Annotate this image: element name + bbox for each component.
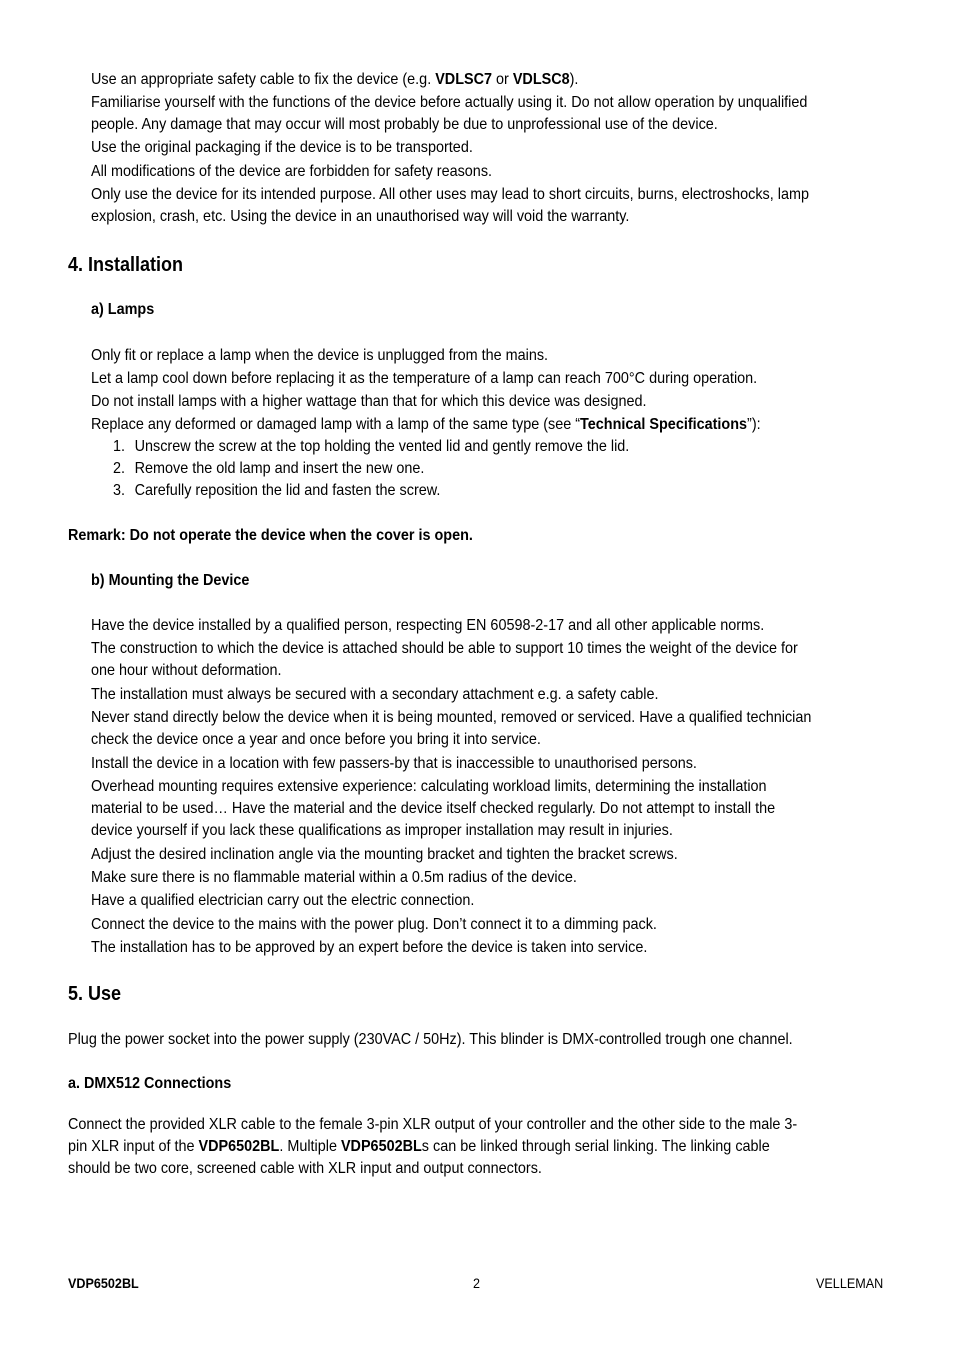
intro-p2-line1: Familiarise yourself with the functions of the device before actually using it. Do not allow operation by unqualified xyxy=(91,94,808,111)
mounting-line: Make sure there is no flammable material within a 0.5m radius of the device. xyxy=(91,869,577,886)
dmx-line3: should be two core, screened cable with XLR input and output connectors. xyxy=(68,1160,542,1177)
mounting-line: Connect the device to the mains with the power plug. Don’t connect it to a dimming pack. xyxy=(91,916,657,933)
intro-p5-line1: Only use the device for its intended purpose. All other uses may lead to short circuits, burns, electroshocks, lamp xyxy=(91,186,809,203)
use-p1 xyxy=(68,1029,873,1051)
lamps-p1: Only fit or replace a lamp when the device is unplugged from the mains. xyxy=(91,347,549,364)
intro-p3: Use the original packaging if the device is to be transported. xyxy=(91,139,473,156)
mounting-line: The installation must always be secured with a secondary attachment e.g. a safety cable. xyxy=(91,686,659,703)
use-p1-text: Plug the power socket into the power supply (230VAC / 50Hz). This blinder is DMX-controlled trough one channel. xyxy=(68,1031,793,1048)
mounting-line: device yourself if you lack these qualifications as improper installation may result in injuries. xyxy=(91,822,673,839)
intro-p4: All modifications of the device are forbidden for safety reasons. xyxy=(91,163,493,180)
mounting-line: material to be used… Have the material and the device itself checked regularly. Do not attempt to install the xyxy=(91,800,776,817)
mounting-line: one hour without deformation. xyxy=(91,662,282,679)
intro-p1: Use an appropriate safety cable to fix the device (e.g. VDLSC7 or VDLSC8). xyxy=(91,71,579,88)
list-item: 1. Unscrew the screw at the top holding the vented lid and gently remove the lid. xyxy=(113,438,630,455)
lamps-p4: Replace any deformed or damaged lamp with a lamp of the same type (see “Technical Specifications”): xyxy=(91,416,761,433)
dmx-line1: Connect the provided XLR cable to the female 3-pin XLR output of your controller and the other side to the male 3- xyxy=(68,1116,798,1133)
mounting-line: Overhead mounting requires extensive experience: calculating workload limits, determining the installation xyxy=(91,778,767,795)
subsection-heading-lamps: a) Lamps xyxy=(91,301,155,318)
intro-block xyxy=(91,69,891,228)
section-heading-use: 5. Use xyxy=(68,983,122,1005)
list-item: 2. Remove the old lamp and insert the new one. xyxy=(113,460,425,477)
lamps-p3: Do not install lamps with a higher wattage than that for which this device was designed. xyxy=(91,393,647,410)
footer-page-number: 2 xyxy=(473,1275,481,1291)
mounting-line: Install the device in a location with few passers-by that is inaccessible to unauthorised persons. xyxy=(91,755,697,772)
intro-p2-line2: people. Any damage that may occur will most probably be due to unprofessional use of the device. xyxy=(91,116,718,133)
intro-p5-line2: explosion, crash, etc. Using the device in an unauthorised way will void the warranty. xyxy=(91,208,630,225)
section-heading-installation: 4. Installation xyxy=(68,254,184,276)
lamps-block xyxy=(91,345,891,502)
mounting-line: Have a qualified electrician carry out the electric connection. xyxy=(91,892,475,909)
mounting-line: Have the device installed by a qualified person, respecting EN 60598-2-17 and all other applicable norms. xyxy=(91,617,765,634)
dmx-line2: pin XLR input of the VDP6502BL. Multiple VDP6502BLs can be linked through serial linking. The linking cable xyxy=(68,1138,770,1155)
footer-model: VDP6502BL xyxy=(68,1275,139,1291)
mounting-line: Adjust the desired inclination angle via the mounting bracket and tighten the bracket screws. xyxy=(91,846,678,863)
lamps-p2: Let a lamp cool down before replacing it as the temperature of a lamp can reach 700°C during operation. xyxy=(91,370,758,387)
mounting-line: The installation has to be approved by an expert before the device is taken into service. xyxy=(91,939,648,956)
subsection-heading-mounting: b) Mounting the Device xyxy=(91,572,250,589)
remark-text: Remark: Do not operate the device when the cover is open. xyxy=(68,527,473,544)
mounting-line: Never stand directly below the device when it is being mounted, removed or serviced. Have a qualified technician xyxy=(91,709,812,726)
footer-brand: VELLEMAN xyxy=(816,1275,884,1291)
mounting-block xyxy=(91,615,891,959)
mounting-line: The construction to which the device is attached should be able to support 10 times the weight of the device for xyxy=(91,640,798,657)
lamp-steps-list xyxy=(113,436,891,502)
subsection-heading-dmx: a. DMX512 Connections xyxy=(68,1075,232,1092)
mounting-line: check the device once a year and once before you bring it into service. xyxy=(91,731,541,748)
dmx-block xyxy=(68,1114,878,1180)
list-item: 3. Carefully reposition the lid and fasten the screw. xyxy=(113,482,441,499)
